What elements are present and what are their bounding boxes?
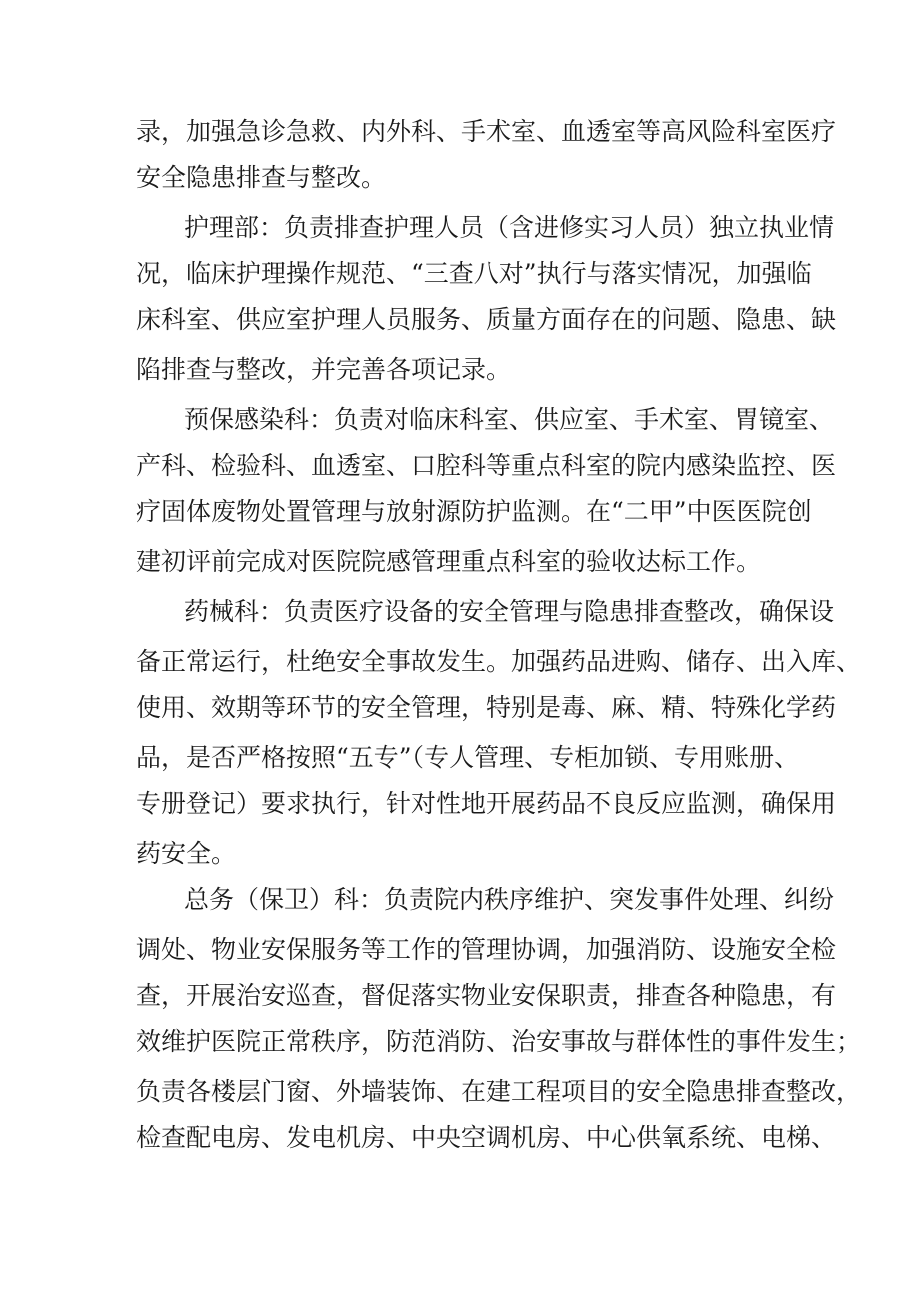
text-line: 品，是否严格按照“五专”（专人管理、专柜加锁、专用账册、 <box>136 743 800 772</box>
text-line: 调处、物业安保服务等工作的管理协调，加强消防、设施安全检 <box>136 935 837 964</box>
text-line: 备正常运行，杜绝安全事故发生。加强药品进购、储存、出入库、 <box>136 647 862 676</box>
text-line: 药安全。 <box>136 839 237 868</box>
text-line: 疗固体废物处置管理与放射源防护监测。在“二甲”中医医院创 <box>136 497 812 526</box>
text-line: 护理部：负责排查护理人员（含进修实习人员）独立执业情 <box>184 213 835 242</box>
text-line: 药械科：负责医疗设备的安全管理与隐患排查整改，确保设 <box>184 597 835 626</box>
text-line: 况，临床护理操作规范、“三查八对”执行与落实情况，加强临 <box>136 259 812 288</box>
text-line: 安全隐患排查与整改。 <box>136 163 387 192</box>
text-line: 使用、效期等环节的安全管理，特别是毒、麻、精、特殊化学药 <box>136 693 837 722</box>
text-line: 陷排查与整改，并完善各项记录。 <box>136 355 512 384</box>
text-line: 录，加强急诊急救、内外科、手术室、血透室等高风险科室医疗 <box>136 117 837 146</box>
text-line: 负责各楼层门窗、外墙装饰、在建工程项目的安全隐患排查整改， <box>136 1077 862 1106</box>
text-line: 床科室、供应室护理人员服务、质量方面存在的问题、隐患、缺 <box>136 305 837 334</box>
text-line: 建初评前完成对医院院感管理重点科室的验收达标工作。 <box>136 547 762 576</box>
text-line: 查，开展治安巡查，督促落实物业安保职责，排查各种隐患，有 <box>136 981 837 1010</box>
text-line: 检查配电房、发电机房、中央空调机房、中心供氧系统、电梯、 <box>136 1123 837 1152</box>
text-line: 产科、检验科、血透室、口腔科等重点科室的院内感染监控、医 <box>136 451 837 480</box>
text-line: 总务（保卫）科：负责院内秩序维护、突发事件处理、纠纷 <box>184 885 835 914</box>
text-line: 预保感染科：负责对临床科室、供应室、手术室、胃镜室、 <box>184 405 835 434</box>
text-line: 效维护医院正常秩序，防范消防、治安事故与群体性的事件发生； <box>136 1027 862 1056</box>
text-line: 专册登记）要求执行，针对性地开展药品不良反应监测，确保用 <box>136 789 837 818</box>
